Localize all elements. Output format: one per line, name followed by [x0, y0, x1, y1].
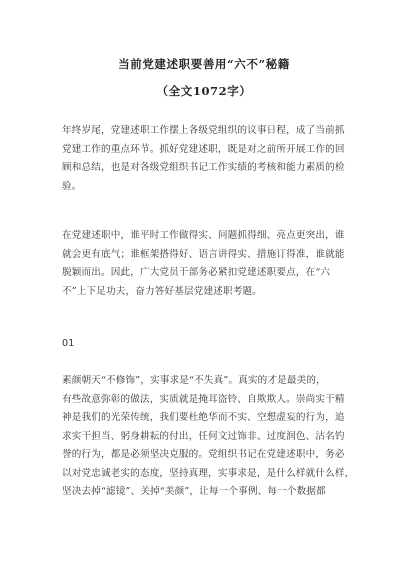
paragraph-line: 神是我们的光荣传统，我们要杜绝华而不实、空想虚妄的行为，追 [62, 412, 345, 423]
paragraph-line: 脱颖而出。因此，广大党员干部务必紧扣党建述职要点，在“六 [62, 267, 331, 278]
section-number-label: 01 [62, 338, 75, 349]
paragraph-line: 在党建述职中，谁平时工作做得实、问题抓得细、亮点更突出，谁 [62, 230, 345, 241]
paragraph-line: 党建工作的重点环节。抓好党建述职，既是对之前所开展工作的回 [62, 143, 345, 155]
paragraph-second [62, 227, 356, 301]
paragraph-line: 求实干担当、躬身耕耘的付出，任何文过饰非、过度润色、沽名钓 [62, 430, 345, 442]
document-subtitle: （全文1072字） [156, 84, 252, 98]
paragraph-line: 不”上下足功夫，奋力答好基层党建述职考题。 [62, 285, 262, 297]
paragraph-line: 誉的行为，都是必须坚决克服的。党组织书记在党建述职中，务必 [62, 449, 345, 460]
paragraph-line: 以对党忠诚老实的态度，坚持真理，实事求是，是什么样就什么样， [62, 467, 355, 479]
paragraph-line: 有些故意弥彰的做法，实质就是掩耳盗铃、自欺欺人。崇尚实干精 [62, 393, 345, 405]
paragraph-line: 顾和总结，也是对各级党组织书记工作实绩的考核和能力素质的检 [62, 162, 345, 173]
paragraph-line: 验。 [62, 180, 82, 192]
paragraph-line: 坚决去掉“滤镜”、关掉“美颜”，让每一个事例、每一个数据都 [62, 486, 326, 497]
paragraph-line: 就会更有底气；谁框架搭得好、语言讲得实、措施订得准，谁就能 [62, 248, 345, 260]
paragraph-line: 年终岁尾，党建述职工作摆上各级党组织的议事日程，成了当前抓 [62, 125, 345, 136]
paragraph-intro [62, 122, 356, 196]
paragraph-section-1 [62, 372, 356, 502]
document-title: 当前党建述职要善用“六不”秘籍 [118, 57, 290, 71]
section-number [62, 335, 356, 354]
paragraph-line: 素颜朝天“不修饰”，实事求是“不失真”。真实的才是最美的， [62, 375, 326, 386]
